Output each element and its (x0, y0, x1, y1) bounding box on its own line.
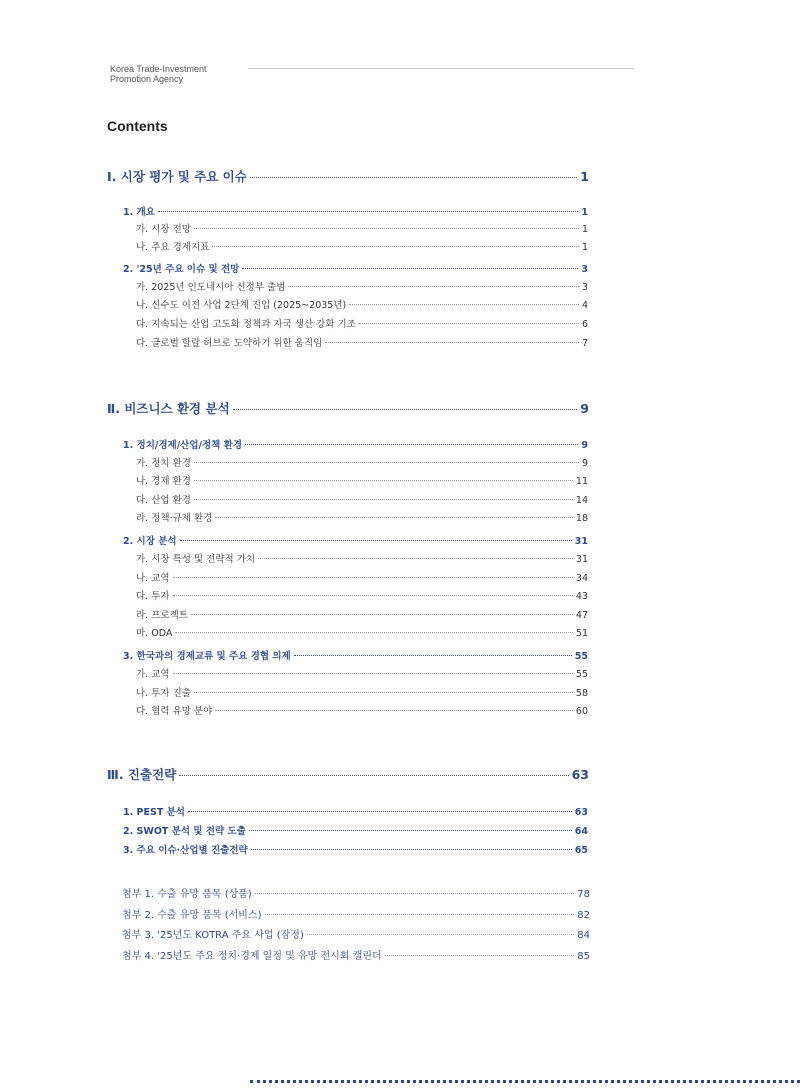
toc-leader-dots (242, 268, 578, 269)
toc-entry-sub[interactable] (123, 437, 588, 451)
toc-page-number: 64 (574, 826, 588, 837)
toc-entry-sub[interactable] (123, 823, 588, 837)
toc-entry-title: 3. 주요 이슈·산업별 진출전략 (123, 845, 248, 856)
toc-entry-item[interactable] (136, 685, 588, 699)
toc-page-number: 85 (577, 951, 590, 962)
toc-entry-title: 가. 정치 환경 (136, 458, 191, 469)
toc-entry-item[interactable] (136, 492, 588, 506)
toc-entry-title: 2. '25년 주요 이슈 및 전망 (123, 264, 240, 275)
contents-title: Contents (107, 118, 168, 134)
toc-entry-item[interactable] (136, 510, 588, 524)
toc-leader-dots (233, 409, 578, 410)
toc-entry-sub[interactable] (123, 842, 588, 856)
toc-leader-dots (359, 323, 579, 324)
toc-page-number: 4 (581, 300, 588, 311)
toc-entry-title: 나. 경제 환경 (136, 476, 191, 487)
toc-page-number: 34 (575, 573, 588, 584)
toc-entry-item[interactable] (136, 703, 588, 717)
toc-page-number: 31 (574, 536, 588, 547)
toc-page-number: 55 (575, 669, 588, 680)
toc-entry-sub[interactable] (123, 204, 588, 218)
header-rule (248, 68, 634, 69)
toc-entry-title: 3. 한국과의 경제교류 및 주요 경협 의제 (123, 651, 291, 662)
toc-entry-title: 다. 투자 (136, 591, 170, 602)
toc-entry-title: 나. 교역 (136, 573, 170, 584)
toc-leader-dots (194, 480, 573, 481)
toc-page-number: 58 (575, 688, 588, 699)
toc-entry-sub[interactable] (123, 648, 588, 662)
toc-entry-item[interactable] (136, 316, 588, 330)
toc-entry-title: 2. SWOT 분석 및 전략 도출 (123, 826, 246, 837)
toc-entry-title: 첨부 2. 수출 유망 품목 (서비스) (122, 910, 262, 921)
toc-entry-title: 1. PEST 분석 (123, 807, 185, 818)
toc-page-number: 82 (577, 910, 590, 921)
toc-page-number: 14 (575, 495, 588, 506)
toc-entry-sub[interactable] (123, 533, 588, 547)
toc-entry-title: 나. 주요 경제지표 (136, 242, 210, 253)
toc-leader-dots (180, 540, 572, 541)
toc-page-number: 31 (575, 554, 588, 565)
toc-page-number: 9 (581, 458, 588, 469)
toc-entry-item[interactable] (136, 570, 588, 584)
organization-name (110, 64, 207, 84)
toc-leader-dots (175, 632, 573, 633)
toc-page-number: 47 (575, 610, 588, 621)
toc-page-number: 11 (575, 476, 588, 487)
toc-leader-dots (265, 914, 575, 915)
toc-entry-sub[interactable] (123, 804, 588, 818)
toc-entry-app[interactable] (122, 906, 590, 921)
toc-page-number: 63 (571, 767, 589, 782)
toc-page-number: 60 (575, 706, 588, 717)
toc-leader-dots (188, 811, 572, 812)
toc-leader-dots (250, 177, 577, 178)
toc-page-number: 51 (575, 628, 588, 639)
toc-entry-item[interactable] (136, 666, 588, 680)
toc-leader-dots (215, 710, 573, 711)
toc-leader-dots (251, 849, 572, 850)
toc-page-number: 3 (581, 264, 588, 275)
toc-leader-dots (249, 830, 572, 831)
toc-entry-title: 다. 산업 환경 (136, 495, 191, 506)
toc-page-number: 9 (581, 440, 588, 451)
toc-entry-item[interactable] (136, 473, 588, 487)
toc-entry-title: 1. 정치/경제/산업/정책 환경 (123, 440, 243, 451)
toc-leader-dots (307, 934, 574, 935)
toc-entry-title: 나. 투자 진출 (136, 688, 191, 699)
toc-entry-item[interactable] (136, 588, 588, 602)
toc-leader-dots (215, 517, 573, 518)
toc-entry-title: 가. 교역 (136, 669, 170, 680)
toc-entry-item[interactable] (136, 239, 588, 253)
toc-leader-dots (258, 558, 573, 559)
toc-leader-dots (212, 246, 579, 247)
toc-page-number: 55 (574, 651, 588, 662)
toc-leader-dots (194, 499, 573, 500)
toc-entry-item[interactable] (136, 625, 588, 639)
toc-entry-sec[interactable] (107, 399, 589, 417)
toc-page-number: 63 (574, 807, 588, 818)
toc-entry-title: Ⅱ. 비즈니스 환경 분석 (107, 401, 230, 416)
toc-page-number: 1 (580, 169, 589, 184)
toc-page-number: 18 (575, 513, 588, 524)
toc-entry-title: Ⅲ. 진출전략 (107, 767, 177, 782)
toc-leader-dots (255, 893, 574, 894)
toc-entry-sec[interactable] (107, 765, 589, 783)
toc-entry-title: 다. 지속되는 산업 고도화 정책과 자국 생산 강화 기조 (136, 319, 356, 330)
toc-entry-title: 첨부 1. 수출 유망 품목 (상품) (122, 889, 252, 900)
toc-page-number: 6 (581, 319, 588, 330)
toc-entry-app[interactable] (122, 885, 590, 900)
toc-page-number: 65 (574, 845, 588, 856)
toc-leader-dots (158, 211, 578, 212)
toc-entry-title: 다. 글로벌 할랄 허브로 도약하기 위한 움직임 (136, 338, 323, 349)
toc-entry-sub[interactable] (123, 261, 588, 275)
toc-leader-dots (294, 655, 572, 656)
toc-entry-title: 가. 2025년 인도네시아 신정부 출범 (136, 282, 286, 293)
toc-entry-item[interactable] (136, 279, 588, 293)
toc-leader-dots (179, 775, 568, 776)
toc-entry-title: 다. 협력 유망 분야 (136, 706, 213, 717)
toc-page-number: 3 (581, 282, 588, 293)
toc-entry-app[interactable] (122, 926, 590, 941)
toc-entry-title: 첨부 4. '25년도 주요 정치·경제 일정 및 유망 전시회 캘린더 (122, 951, 382, 962)
toc-leader-dots (173, 577, 573, 578)
toc-page-number: 1 (581, 207, 588, 218)
toc-entry-sec[interactable] (107, 167, 589, 185)
toc-entry-title: 첨부 3. '25년도 KOTRA 주요 사업 (잠정) (122, 930, 304, 941)
toc-leader-dots (325, 342, 579, 343)
toc-page-number: 7 (581, 338, 588, 349)
toc-entry-item[interactable] (136, 335, 588, 349)
toc-leader-dots (349, 304, 579, 305)
toc-leader-dots (194, 462, 579, 463)
toc-entry-title: 마. ODA (136, 628, 173, 639)
toc-page-number: 84 (577, 930, 590, 941)
toc-entry-item[interactable] (136, 551, 588, 565)
toc-page-number: 1 (581, 242, 588, 253)
toc-leader-dots (194, 692, 573, 693)
organization-name-line2: Promotion Agency (110, 74, 184, 84)
toc-entry-title: 2. 시장 분석 (123, 536, 177, 547)
toc-page-number: 9 (580, 401, 589, 416)
toc-entry-title: 나. 신수도 이전 사업 2단계 진입 (2025~2035년) (136, 300, 347, 311)
organization-name-line1: Korea Trade-Investment (110, 64, 207, 74)
toc-entry-title: 라. 정책·규제 환경 (136, 513, 213, 524)
toc-leader-dots (245, 444, 578, 445)
toc-entry-item[interactable] (136, 297, 588, 311)
toc-leader-dots (191, 614, 573, 615)
toc-leader-dots (385, 955, 575, 956)
toc-page-number: 43 (575, 591, 588, 602)
toc-entry-item[interactable] (136, 607, 588, 621)
toc-page-number: 1 (581, 224, 588, 235)
toc-entry-title: 가. 시장 특성 및 전략적 가치 (136, 554, 256, 565)
toc-entry-title: 라. 프로젝트 (136, 610, 188, 621)
toc-leader-dots (194, 228, 579, 229)
toc-leader-dots (173, 595, 573, 596)
toc-page-number: 78 (577, 889, 590, 900)
toc-entry-title: 가. 시장 전망 (136, 224, 191, 235)
toc-entry-app[interactable] (122, 947, 590, 962)
toc-entry-title: Ⅰ. 시장 평가 및 주요 이슈 (107, 169, 247, 184)
toc-leader-dots (173, 673, 573, 674)
bottom-decorative-strip (250, 1080, 800, 1088)
toc-entry-title: 1. 개요 (123, 207, 155, 218)
toc-entry-item[interactable] (136, 455, 588, 469)
toc-leader-dots (288, 286, 579, 287)
toc-entry-item[interactable] (136, 221, 588, 235)
